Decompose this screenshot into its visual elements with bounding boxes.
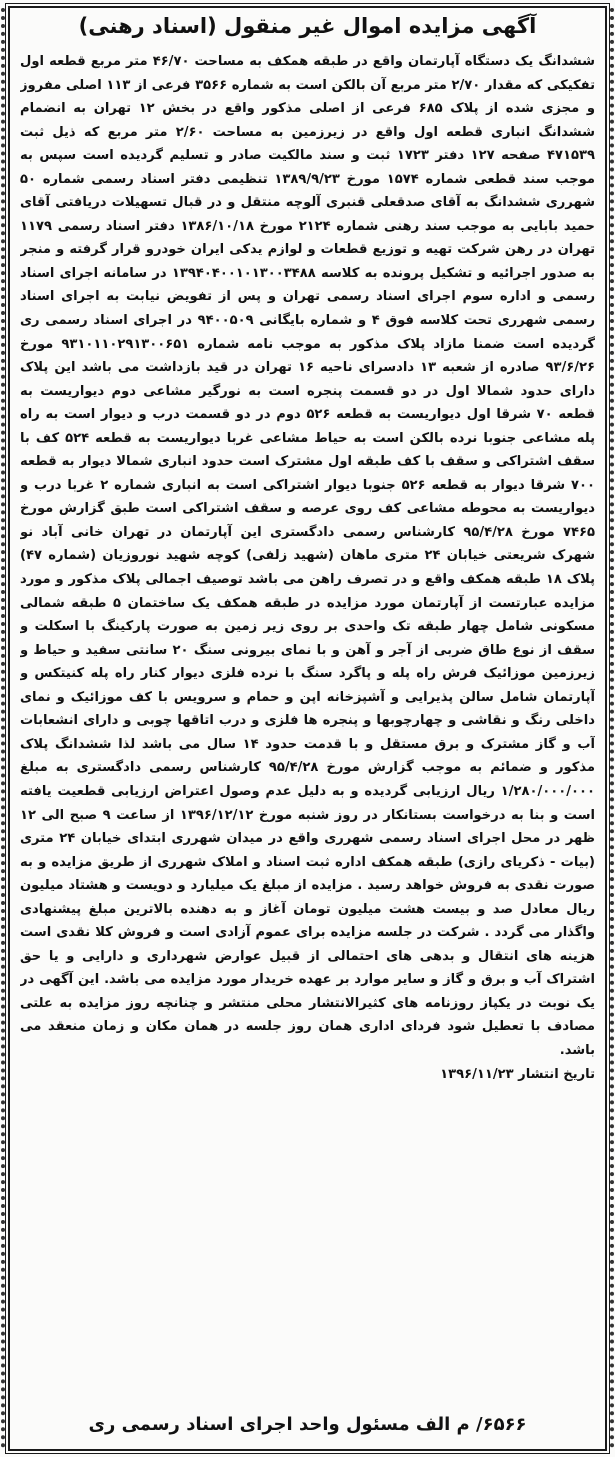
notice-body-paragraph: ششدانگ یک دستگاه آپارتمان واقع در طبقه همکف به مساحت ۴۶/۷۰ متر مربع قطعه اول تفکیکی که مقدار ۲/۷۰ متر مربع آن بالکن است به شماره ۳۵۶۶ فرعی از ۱۱۳ اصلی مفروز و مجزی شده از پلاک ۶۸۵ فرعی از اصلی مذکور واقع در بخش ۱۲ تهران به انضمام ششدانگ انباری قطعه اول واقع در زیرزمین به مساحت ۲/۶۰ متر مربع که ذیل ثبت ۴۷۱۵۳۹ صفحه ۱۲۷ دفتر ۱۷۲۳ ثبت و سند مالکیت صادر و تسلیم گردیده است سپس به موجب سند قطعی شماره ۱۵۷۴ مورخ ۱۳۸۹/۹/۲۳ تنظیمی دفتر اسناد رسمی شماره ۵۰ شهرری ششدانگ به آقای صدقعلی قنبری آلوچه منتقل و در قبال تسهیلات دریافتی آقای حمید بابایی به موجب سند رهنی شماره ۲۱۲۴ مورخ ۱۳۸۶/۱۰/۱۸ دفتر اسناد رسمی ۱۱۷۹ تهران در رهن شرکت تهیه و توزیع قطعات و لوازم یدکی ایران خودرو قرار گرفته و منجر به صدور اجرائیه و تشکیل پرونده به کلاسه ۱۳۹۴۰۴۰۰۱۰۱۳۰۰۳۴۸۸ در سامانه اجرای اسناد رسمی و اداره سوم اجرای اسناد رسمی تهران و پس از تفویض نیابت به اجرای اسناد رسمی شهرری تحت کلاسه فوق ۴ و شماره بایگانی ۹۴۰۰۵۰۹ در اجرای اسناد رسمی ری گردیده است ضمنا مازاد پلاک مذکور به موجب نامه شماره ۹۳۱۰۱۱۰۲۹۱۳۰۰۶۵۱ مورخ ۹۳/۶/۲۶ صادره از شعبه ۱۳ دادسرای ناحیه ۱۶ تهران در قید بازداشت می باشد این پلاک دارای حدود شمالا اول در دو قسمت پنجره است به نورگیر مشاعی دوم دیواریست به قطعه ۷۰ شرقا اول دیواریست به قطعه ۵۲۶ دوم در دو قسمت درب و دیوار است به راه پله مشاعی جنوبا نرده بالکن است به حیاط مشاعی غربا دیواریست به قطعه ۵۲۴ کف با سقف اشتراکی و سقف با کف طبقه اول مشترک است حدود انباری شمالا دیوار به قطعه ۷۰۰ شرقا دیوار به قطعه ۵۲۶ جنوبا دیوار اشتراکی است به انباری شماره ۲ غربا درب و دیواریست به محوطه مشاعی کف روی عرصه و سقف اشتراکی است طبق گزارش مورخ ۷۴۶۵ مورخ ۹۵/۴/۲۸ کارشناس رسمی دادگستری این آپارتمان در تهران خانی آباد نو شهرک شریعتی خیابان ۲۴ متری ماهان (شهید زلفی) کوچه شهید نوروزیان (شماره ۴۷) پلاک ۱۸ طبقه همکف واقع و در تصرف راهن می باشد توصیف اجمالی پلاک مذکور و مورد مزایده عبارتست از آپارتمان مورد مزایده در طبقه همکف یک ساختمان ۵ طبقه شمالی مسکونی شامل چهار طبقه تک واحدی بر روی زیر زمین به صورت پارکینگ با اسکلت و سقف از نوع طاق ضربی از آجر و آهن و با نمای بیرونی سنگ ۲۰ سانتی سفید و حیاط و زیرزمین موزائیک فرش راه پله و پاگرد سنگ با نرده فلزی دیوار کنار راه پله کنیتکس و آپارتمان شامل سالن پذیرایی و آشپزخانه اپن و حمام و سرویس با کف موزائیک و نمای داخلی رنگ و نقاشی و چهارچوبها و پنجره ها فلزی و درب اتاقها چوبی و دارای انشعابات آب و گاز مشترک و برق مستقل و با قدمت حدود ۱۴ سال می باشد لذا ششدانگ پلاک مذکور و ضمائم به موجب گزارش مورخ ۹۵/۴/۲۸ کارشناس رسمی دادگستری به مبلغ ۱/۲۸۰/۰۰۰/۰۰۰ ریال ارزیابی گردیده و به دلیل عدم وصول اعتراض ارزیابی قطعیت یافته است و بنا به درخواست بستانکار در روز شنبه مورخ ۱۳۹۶/۱۲/۱۲ از ساعت ۹ صبح الی ۱۲ ظهر در محل اجرای اسناد رسمی شهرری واقع در میدان شهرری ابتدای خیابان ۲۴ متری (بیات - ذکریای رازی) طبقه همکف اداره ثبت اسناد و املاک شهرری از طریق مزایده و به صورت نقدی به فروش خواهد رسید . مزایده از مبلغ یک میلیارد و دویست و هشتاد میلیون ریال معادل صد و بیست هشت میلیون تومان آغاز و به دهنده بالاترین مبلغ پیشنهادی واگذار می گردد . شرکت در جلسه مزایده برای عموم آزادی است و فروش کلا نقدی است هزینه های انتقال و بدهی های احتمالی از قبیل عوارض شهرداری و دارایی و یا حق اشتراک آب و برق و گاز و سایر موارد بر عهده خریدار مورد مزایده می باشد. این آگهی در یک نوبت در یکپاز روزنامه های کثیرالانتشار محلی منتشر و چنانچه روز مزایده به علتی مصادف با تعطیل شود فردای اداری همان روز جلسه در همان مکان و زمان منعقد می باشد.: [20, 54, 595, 1058]
notice-body: [20, 50, 595, 1395]
notice-footer-signature: ۶۵۶۶/ م الف مسئول واحد اجرای اسناد رسمی ری: [88, 1414, 527, 1435]
publish-date: تاریخ انتشار ۱۳۹۶/۱۱/۲۳: [440, 1066, 595, 1082]
notice-title: آگهی مزایده اموال غیر منقول (اسناد رهنی): [78, 14, 537, 38]
